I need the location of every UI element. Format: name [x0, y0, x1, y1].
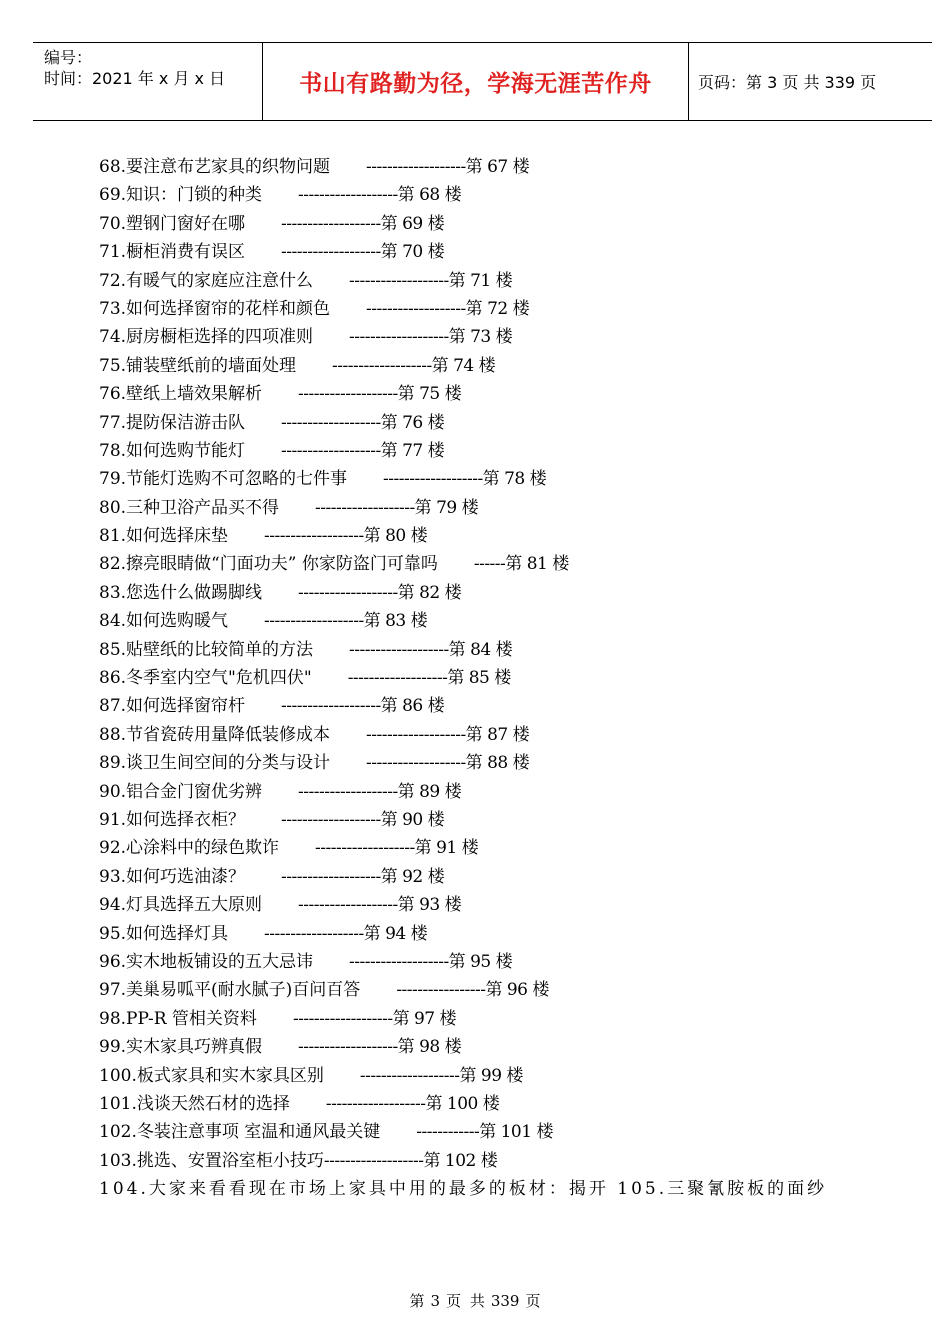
toc-entry	[99, 238, 899, 266]
toc-entry	[99, 380, 899, 408]
toc-entry-floor-ref: -------------------第 92 楼	[281, 866, 445, 887]
toc-entry	[99, 1118, 899, 1146]
toc-entry	[99, 749, 899, 777]
toc-entry-floor-ref: -------------------第 88 楼	[366, 753, 530, 774]
toc-entry	[99, 295, 899, 323]
toc-entry-title: 89.谈卫生间空间的分类与设计	[99, 753, 331, 774]
toc-entry	[99, 1175, 899, 1203]
toc-entry-floor-ref: -------------------第 70 楼	[281, 242, 445, 263]
toc-entry-floor-ref: -------------------第 99 楼	[359, 1065, 523, 1086]
toc-entry-floor-ref: -------------------第 75 楼	[298, 384, 462, 405]
toc-entry-floor-ref: -------------------第 83 楼	[264, 611, 428, 632]
toc-entry	[99, 522, 899, 550]
toc-entry-title: 86.冬季室内空气"危机四伏"	[99, 668, 312, 689]
toc-entry-title: 73.如何选择窗帘的花样和颜色	[99, 298, 331, 319]
footer-page-number: 3	[430, 1292, 441, 1310]
toc-entry	[99, 437, 899, 465]
toc-entry-floor-ref: -------------------第 68 楼	[298, 185, 462, 206]
toc-entry-title: 80.三种卫浴产品买不得	[99, 497, 280, 518]
toc-entry-floor-ref: -------------------第 77 楼	[281, 440, 445, 461]
toc-entry-title: 78.如何选购节能灯	[99, 440, 246, 461]
toc-entry-title: 72.有暖气的家庭应注意什么	[99, 270, 314, 291]
toc-entry-floor-ref: -------------------第 76 楼	[281, 412, 445, 433]
toc-entry	[99, 721, 899, 749]
toc-entry	[99, 465, 899, 493]
toc-entry-title: 75.铺装壁纸前的墙面处理	[99, 355, 297, 376]
toc-entry	[99, 636, 899, 664]
header-motto-cell	[262, 43, 689, 120]
toc-entry	[99, 210, 899, 238]
toc-entry	[99, 664, 899, 692]
footer-total-pages: 339	[490, 1292, 520, 1310]
toc-entry-title: 88.节省瓷砖用量降低装修成本	[99, 724, 331, 745]
toc-entry	[99, 352, 899, 380]
footer-suffix: 页	[525, 1292, 541, 1310]
toc-entry-title: 71.橱柜消费有误区	[99, 242, 246, 263]
toc-entry-title: 102.冬装注意事项 室温和通风最关键	[99, 1122, 381, 1143]
toc-entry-floor-ref: -------------------第 86 楼	[281, 696, 445, 717]
toc-entry	[99, 863, 899, 891]
toc-entry-floor-ref: -------------------第 87 楼	[366, 724, 530, 745]
toc-entry	[99, 494, 899, 522]
page-footer	[0, 1290, 950, 1311]
table-of-contents	[99, 153, 899, 1203]
toc-entry-floor-ref: -------------------第 72 楼	[366, 298, 530, 319]
toc-entry-title: 69.知识：门锁的种类	[99, 185, 263, 206]
toc-entry-title: 77.提防保洁游击队	[99, 412, 246, 433]
toc-entry-floor-ref: -------------------第 97 楼	[292, 1008, 457, 1029]
toc-entry	[99, 1090, 899, 1118]
toc-entry	[99, 1005, 899, 1033]
header-motto: 书山有路勤为径，学海无涯苦作舟	[299, 71, 652, 97]
toc-entry-floor-ref: -------------------第 94 楼	[264, 923, 428, 944]
toc-entry-title: 100.板式家具和实木家具区别	[99, 1065, 324, 1086]
toc-entry-title: 76.壁纸上墙效果解析	[99, 384, 263, 405]
toc-entry-title: 84.如何选购暖气	[99, 611, 229, 632]
toc-entry-title: 104.大家来看看现在市场上家具中用的最多的板材：揭开 105.三聚氰胺板的面纱	[99, 1179, 828, 1200]
toc-entry-floor-ref: -------------------第 98 楼	[298, 1037, 462, 1058]
toc-entry-floor-ref: -------------------第 95 楼	[349, 951, 513, 972]
toc-entry-floor-ref: -------------------第 84 楼	[349, 639, 513, 660]
toc-entry-title: 101.浅谈天然石材的选择	[99, 1093, 290, 1114]
toc-entry-floor-ref: -------------------第 79 楼	[315, 497, 479, 518]
toc-entry	[99, 1147, 899, 1175]
toc-entry-title: 83.您选什么做踢脚线	[99, 582, 263, 603]
toc-entry-floor-ref: -------------------第 91 楼	[315, 838, 479, 859]
toc-entry	[99, 806, 899, 834]
toc-entry-title: 93.如何巧选油漆？	[99, 866, 246, 887]
toc-entry-title: 92.心涂料中的绿色欺诈	[99, 838, 280, 859]
toc-entry	[99, 607, 899, 635]
toc-entry-floor-ref: -------------------第 90 楼	[281, 809, 445, 830]
toc-entry	[99, 834, 899, 862]
header-meta	[44, 47, 266, 89]
toc-entry-floor-ref: ------第 81 楼	[473, 554, 569, 575]
toc-entry	[99, 1033, 899, 1061]
toc-entry-floor-ref: -------------------第 71 楼	[349, 270, 513, 291]
toc-entry-title: 81.如何选择床垫	[99, 526, 229, 547]
toc-entry-title: 82.擦亮眼睛做“门面功夫” 你家防盗门可靠吗	[99, 554, 438, 575]
header-number-label: 编号：	[44, 48, 93, 67]
toc-entry	[99, 181, 899, 209]
toc-entry	[99, 579, 899, 607]
toc-entry-title: 97.美巢易呱平(耐水腻子)百问百答	[99, 980, 361, 1001]
toc-entry	[99, 778, 899, 806]
toc-entry	[99, 920, 899, 948]
toc-entry	[99, 323, 899, 351]
toc-entry-title: 95.如何选择灯具	[99, 923, 229, 944]
toc-entry	[99, 891, 899, 919]
toc-entry-floor-ref: -------------------第 67 楼	[366, 157, 530, 177]
toc-entry-floor-ref: -------------------第 102 楼	[323, 1150, 498, 1171]
header-page-label: 页码：第 3 页 共 339 页	[698, 73, 877, 92]
toc-entry-floor-ref: -----------------第 96 楼	[396, 980, 549, 1001]
toc-entry-floor-ref: -------------------第 93 楼	[298, 895, 462, 916]
toc-entry-title: 103.挑选、安置浴室柜小技巧	[99, 1150, 324, 1171]
toc-entry-floor-ref: ------------第 101 楼	[416, 1122, 553, 1143]
toc-entry-title: 91.如何选择衣柜？	[99, 809, 246, 830]
toc-entry-floor-ref: -------------------第 85 楼	[347, 668, 511, 689]
toc-entry-title: 79.节能灯选购不可忽略的七件事	[99, 469, 348, 490]
toc-entry-title: 90.铝合金门窗优劣辨	[99, 781, 263, 802]
toc-entry-floor-ref: -------------------第 89 楼	[298, 781, 462, 802]
toc-entry-floor-ref: -------------------第 69 楼	[281, 213, 445, 234]
page-header	[33, 42, 932, 121]
toc-entry	[99, 153, 899, 181]
toc-entry-floor-ref: -------------------第 80 楼	[264, 526, 428, 547]
toc-entry	[99, 1062, 899, 1090]
header-time-label: 时间：2021 年 x 月 x 日	[44, 69, 226, 88]
toc-entry-title: 94.灯具选择五大原则	[99, 895, 263, 916]
toc-entry-title: 96.实木地板铺设的五大忌讳	[99, 951, 314, 972]
toc-entry-title: 99.实木家具巧辨真假	[99, 1037, 263, 1058]
toc-entry-floor-ref: -------------------第 74 楼	[332, 355, 496, 376]
toc-entry-title: 87.如何选择窗帘杆	[99, 696, 246, 717]
toc-entry	[99, 692, 899, 720]
toc-entry-floor-ref: -------------------第 82 楼	[298, 582, 462, 603]
toc-entry	[99, 267, 899, 295]
toc-entry-title: 98.PP-R 管相关资料	[99, 1008, 257, 1029]
toc-entry	[99, 409, 899, 437]
toc-entry-title: 68.要注意布艺家具的织物问题	[99, 157, 331, 177]
toc-entry-title: 70.塑钢门窗好在哪	[99, 213, 246, 234]
toc-entry	[99, 976, 899, 1004]
toc-entry	[99, 948, 899, 976]
toc-entry-floor-ref: -------------------第 100 楼	[325, 1093, 500, 1114]
footer-prefix: 第	[409, 1292, 425, 1310]
footer-mid: 页 共	[446, 1292, 485, 1310]
toc-entry	[99, 550, 899, 578]
toc-entry-title: 85.贴壁纸的比较简单的方法	[99, 639, 314, 660]
toc-entry-floor-ref: -------------------第 78 楼	[383, 469, 547, 490]
toc-entry-title: 74.厨房橱柜选择的四项准则	[99, 327, 314, 348]
toc-entry-floor-ref: -------------------第 73 楼	[349, 327, 513, 348]
